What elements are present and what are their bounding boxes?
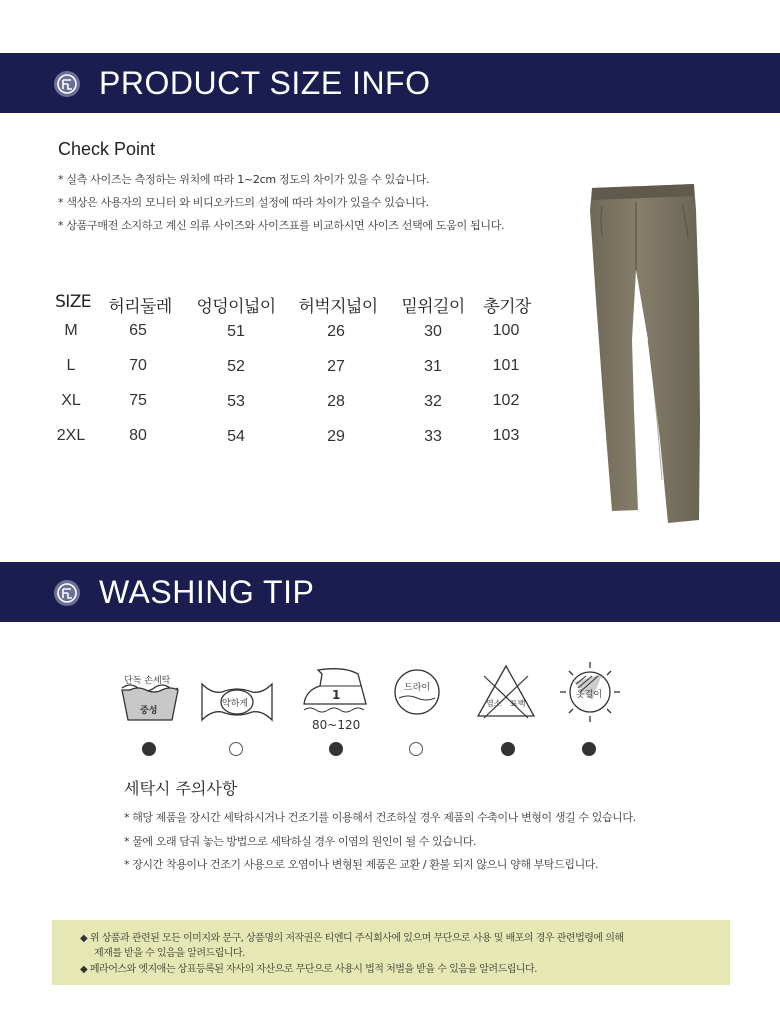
copyright-line: ◆ 위 상품과 관련된 모든 이미지와 문구, 상품명의 저작권은 티엔디 주식회사에 있으며 무단으로 사용 및 배포의 경우 관련법령에 의해 xyxy=(80,933,624,944)
shade-dry-label: 옷걸이 xyxy=(576,690,603,700)
mild-icon xyxy=(198,680,276,728)
size-header: SIZE xyxy=(55,292,91,312)
size-cell: 2XL xyxy=(56,427,86,444)
hand-wash-top-label: 단독 손세탁 xyxy=(124,676,171,686)
check-point-title: Check Point xyxy=(58,139,156,159)
size-cell: L xyxy=(66,357,76,374)
washing-note: * 물에 오래 담궈 놓는 방법으로 세탁하실 경우 이염의 원인이 될 수 있습니다. xyxy=(124,835,477,848)
size-cell: 26 xyxy=(327,323,345,340)
size-header: 엉덩이넓이 xyxy=(196,297,276,317)
washing-tip-title: WASHING TIP xyxy=(99,574,315,610)
size-header: 총기장 xyxy=(483,297,531,317)
iron-indicator xyxy=(329,742,343,756)
hand-wash-bottom-label: 중성 xyxy=(140,706,158,716)
size-cell: 30 xyxy=(424,323,442,340)
size-cell: 31 xyxy=(424,358,442,375)
no-bleach-indicator xyxy=(501,742,515,756)
washing-note: * 해당 제품을 장시간 세탁하시거나 건조기를 이용해서 건조하실 경우 제품의 수축이나 변형이 생길 수 있습니다. xyxy=(124,811,636,824)
size-info-banner xyxy=(0,53,780,113)
size-cell: 27 xyxy=(327,358,345,375)
brand-logo-icon xyxy=(54,71,80,97)
size-header: 밑위길이 xyxy=(401,297,465,317)
size-cell: 28 xyxy=(327,393,345,410)
iron-label: 1 xyxy=(332,688,341,702)
shade-dry-indicator xyxy=(582,742,596,756)
copyright-line: 제재를 받을 수 있음을 알려드립니다. xyxy=(94,948,245,959)
check-point-note: * 실측 사이즈는 측정하는 위치에 따라 1~2cm 정도의 차이가 있을 수 있습니다. xyxy=(58,173,430,186)
size-cell: 32 xyxy=(424,393,442,410)
size-header: 허리둘레 xyxy=(108,297,172,317)
size-header: 허벅지넓이 xyxy=(298,297,378,317)
size-cell: 33 xyxy=(424,428,442,445)
size-table xyxy=(0,288,560,458)
copyright-notice xyxy=(52,920,730,985)
size-info-title: PRODUCT SIZE INFO xyxy=(99,65,431,101)
copyright-line: ◆ 페라어스와 엣지애는 상표등록된 자사의 자산으로 무단으로 사용시 법적 처벌을 받을 수 있음을 알려드립니다. xyxy=(80,964,537,975)
size-cell: 100 xyxy=(492,322,520,339)
check-point-note: * 색상은 사용자의 모니터 와 비디오카드의 설정에 따라 차이가 있을수 있습니다. xyxy=(58,196,429,209)
dry-clean-indicator xyxy=(409,742,423,756)
size-cell: M xyxy=(64,322,78,339)
size-cell: 101 xyxy=(492,357,520,374)
hand-wash-indicator xyxy=(142,742,156,756)
mild-label: 약하게 xyxy=(222,699,249,709)
iron-caption: 80~120 xyxy=(312,718,361,732)
no-bleach-label-right: 표백 xyxy=(510,699,526,708)
size-cell: 51 xyxy=(227,323,245,340)
brand-logo-icon xyxy=(54,580,80,606)
dry-clean-label: 드라이 xyxy=(404,683,431,693)
no-bleach-icon xyxy=(474,662,538,724)
size-cell: 29 xyxy=(327,428,345,445)
size-cell: 70 xyxy=(129,357,147,374)
no-bleach-label-left: 염소 xyxy=(486,699,502,708)
size-cell: 80 xyxy=(129,427,147,444)
dry-clean-icon xyxy=(393,668,441,720)
size-cell: XL xyxy=(61,392,81,409)
washing-note: * 장시간 착용이나 건조기 사용으로 오염이나 변형된 제품은 교환 / 환불 되지 않으니 양해 부탁드립니다. xyxy=(124,858,599,871)
size-cell: 52 xyxy=(227,358,245,375)
size-cell: 54 xyxy=(227,428,245,445)
size-cell: 75 xyxy=(129,392,147,409)
size-cell: 65 xyxy=(129,322,147,339)
size-cell: 102 xyxy=(492,392,520,409)
washing-tip-banner xyxy=(0,562,780,622)
pants-image xyxy=(572,180,712,534)
check-point-note: * 상품구매전 소지하고 계신 의류 사이즈와 사이즈표를 비교하시면 사이즈 선택에 도움이 됩니다. xyxy=(58,219,505,232)
size-cell: 53 xyxy=(227,393,245,410)
iron-icon xyxy=(300,666,372,732)
hand-wash-icon xyxy=(118,668,182,728)
size-cell: 103 xyxy=(492,427,520,444)
mild-indicator xyxy=(229,742,243,756)
shade-dry-icon xyxy=(558,660,622,728)
washing-caution-title: 세탁시 주의사항 xyxy=(124,779,238,798)
